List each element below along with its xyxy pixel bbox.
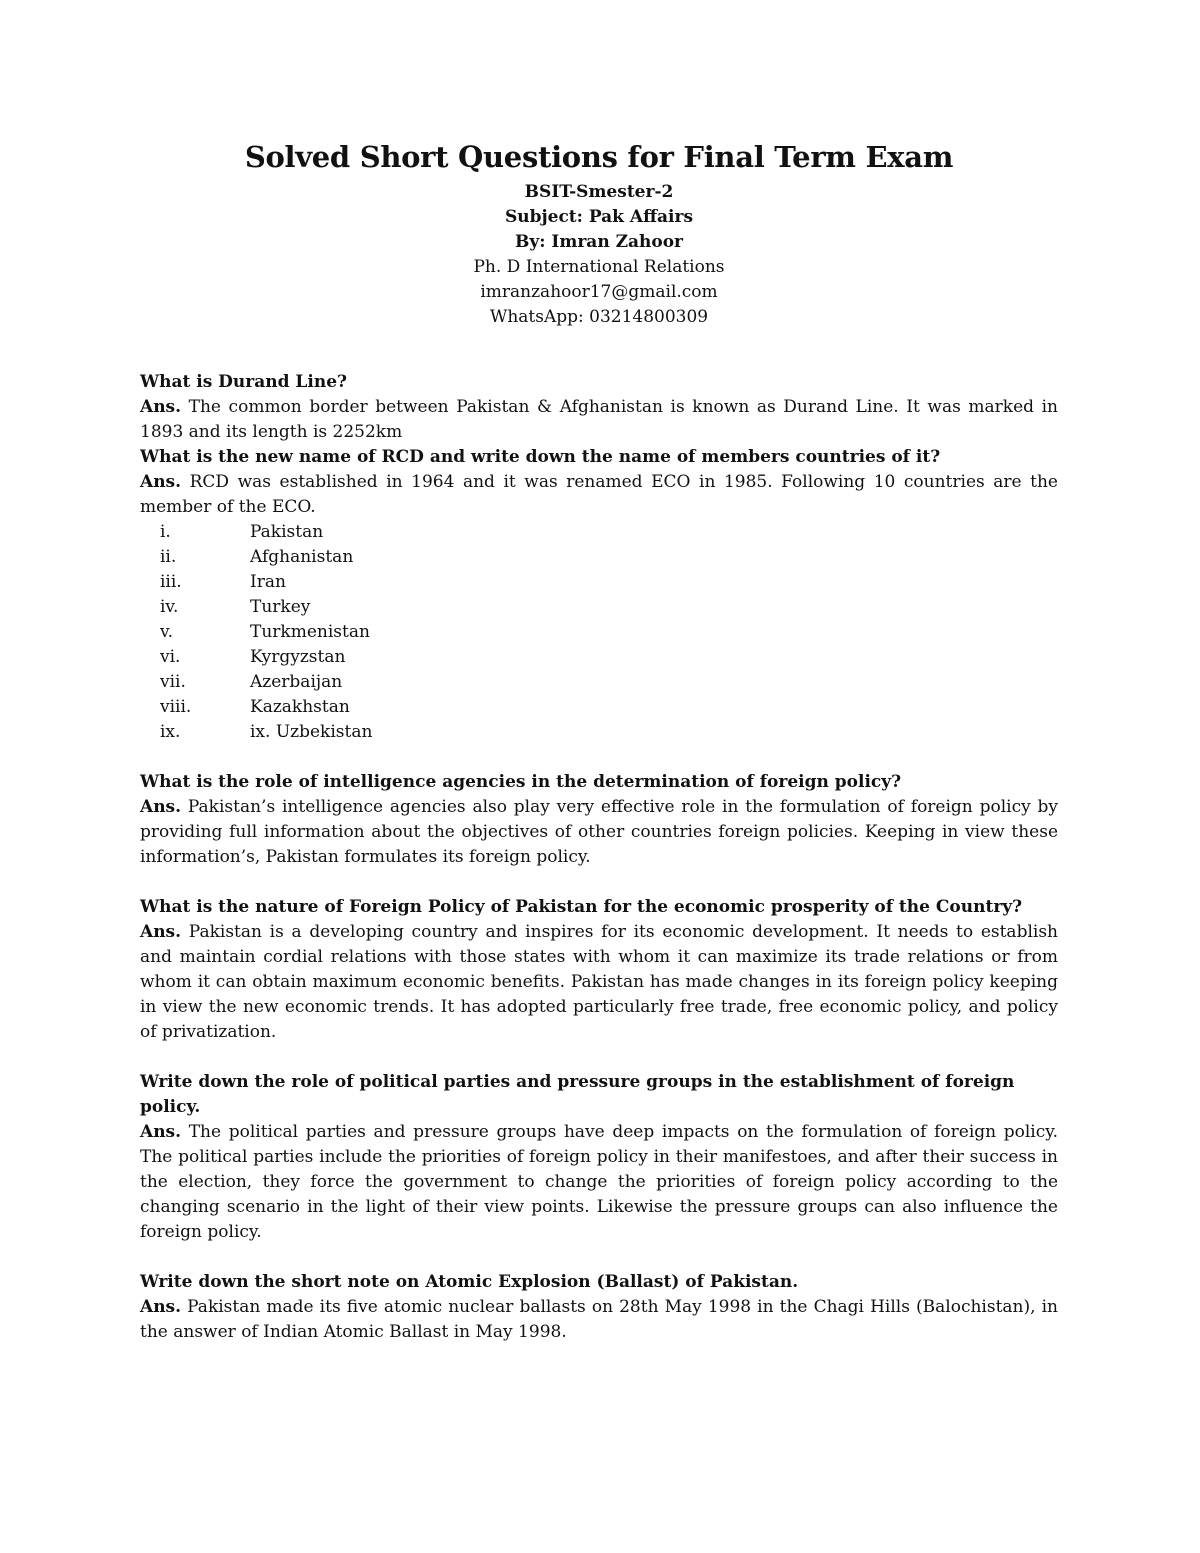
- list-item-text: Pakistan: [250, 522, 324, 542]
- eco-members-list: [140, 520, 1058, 745]
- answer-3-text: Pakistan’s intelligence agencies also play very effective role in the formulation of foreign policy by providing full information about the objectives of other countries foreign policies. Keeping in view these information’s, Pakistan formulates its foreign policy.: [140, 797, 1058, 867]
- list-item-number: ix.: [160, 722, 181, 742]
- list-item-text: Kazakhstan: [250, 697, 350, 717]
- list-item: [140, 720, 1058, 745]
- list-item: [140, 695, 1058, 720]
- list-item-text: Turkey: [250, 597, 311, 617]
- document-page: [140, 140, 1058, 1345]
- answer-1-text: The common border between Pakistan & Afghanistan is known as Durand Line. It was marked in 1893 and its length is 2252km: [140, 397, 1058, 442]
- answer-5: [140, 1120, 1058, 1245]
- list-item: [140, 645, 1058, 670]
- answer-6: [140, 1295, 1058, 1345]
- answer-5-text: The political parties and pressure groups have deep impacts on the formulation of foreign policy. The political parties include the priorities of foreign policy in their manifestoes, and after their success in the election, they force the government to change the priorities of foreign policy according to the changing scenario in the light of their view points. Likewise the pressure groups can also influence the foreign policy.: [140, 1122, 1058, 1242]
- section-spacer: [140, 745, 1058, 770]
- list-item-text: Iran: [250, 572, 286, 592]
- document-header: [140, 140, 1058, 330]
- question-6: Write down the short note on Atomic Explosion (Ballast) of Pakistan.: [140, 1272, 799, 1292]
- list-item-number: vii.: [160, 672, 186, 692]
- answer-1: [140, 395, 1058, 445]
- question-4: What is the nature of Foreign Policy of Pakistan for the economic prosperity of the Country?: [140, 897, 1023, 917]
- qa-content: [140, 370, 1058, 1345]
- answer-6-text: Pakistan made its five atomic nuclear ballasts on 28th May 1998 in the Chagi Hills (Balochistan), in the answer of Indian Atomic Ballast in May 1998.: [140, 1297, 1058, 1342]
- author-line: By: Imran Zahoor: [514, 232, 684, 252]
- section-spacer: [140, 1045, 1058, 1070]
- list-item: [140, 570, 1058, 595]
- list-item-number: vi.: [160, 647, 181, 667]
- list-item: [140, 620, 1058, 645]
- ans-label: Ans.: [140, 797, 182, 817]
- list-item-number: iv.: [160, 597, 179, 617]
- question-5: Write down the role of political parties and pressure groups in the establishment of foreign policy.: [140, 1072, 1015, 1117]
- answer-2-text: RCD was established in 1964 and it was renamed ECO in 1985. Following 10 countries are the member of the ECO.: [140, 472, 1058, 517]
- document-title: Solved Short Questions for Final Term Exam: [244, 140, 954, 174]
- answer-3: [140, 795, 1058, 870]
- answer-4: [140, 920, 1058, 1045]
- ans-label: Ans.: [140, 1122, 182, 1142]
- ans-label: Ans.: [140, 922, 182, 942]
- section-spacer: [140, 870, 1058, 895]
- list-item: [140, 670, 1058, 695]
- ans-label: Ans.: [140, 472, 182, 492]
- list-item-text: Azerbaijan: [250, 672, 343, 692]
- list-item-number: v.: [160, 622, 173, 642]
- answer-2: [140, 470, 1058, 520]
- whatsapp-line: WhatsApp: 03214800309: [489, 307, 709, 327]
- email-line: imranzahoor17@gmail.com: [480, 282, 718, 302]
- question-3: What is the role of intelligence agencies in the determination of foreign policy?: [140, 772, 902, 792]
- ans-label: Ans.: [140, 1297, 182, 1317]
- list-item-text: Turkmenistan: [250, 622, 370, 642]
- list-item-text: Kyrgyzstan: [250, 647, 346, 667]
- list-item: [140, 520, 1058, 545]
- list-item-text: Afghanistan: [250, 547, 354, 567]
- list-item-number: viii.: [160, 697, 192, 717]
- question-2: What is the new name of RCD and write down the name of members countries of it?: [140, 447, 941, 467]
- list-item-text: ix. Uzbekistan: [250, 722, 373, 742]
- list-item-number: i.: [160, 522, 171, 542]
- semester-line: BSIT-Smester-2: [524, 182, 674, 202]
- question-1: What is Durand Line?: [140, 372, 347, 392]
- subject-line: Subject: Pak Affairs: [504, 207, 694, 227]
- ans-label: Ans.: [140, 397, 182, 417]
- degree-line: Ph. D International Relations: [473, 257, 725, 277]
- list-item-number: ii.: [160, 547, 177, 567]
- list-item-number: iii.: [160, 572, 182, 592]
- answer-4-text: Pakistan is a developing country and inspires for its economic development. It needs to establish and maintain cordial relations with those states with whom it can maximize its trade relations or from whom it can obtain maximum economic benefits. Pakistan has made changes in its foreign policy keeping in view the new economic trends. It has adopted particularly free trade, free economic policy, and policy of privatization.: [140, 922, 1058, 1042]
- list-item: [140, 595, 1058, 620]
- list-item: [140, 545, 1058, 570]
- section-spacer: [140, 1245, 1058, 1270]
